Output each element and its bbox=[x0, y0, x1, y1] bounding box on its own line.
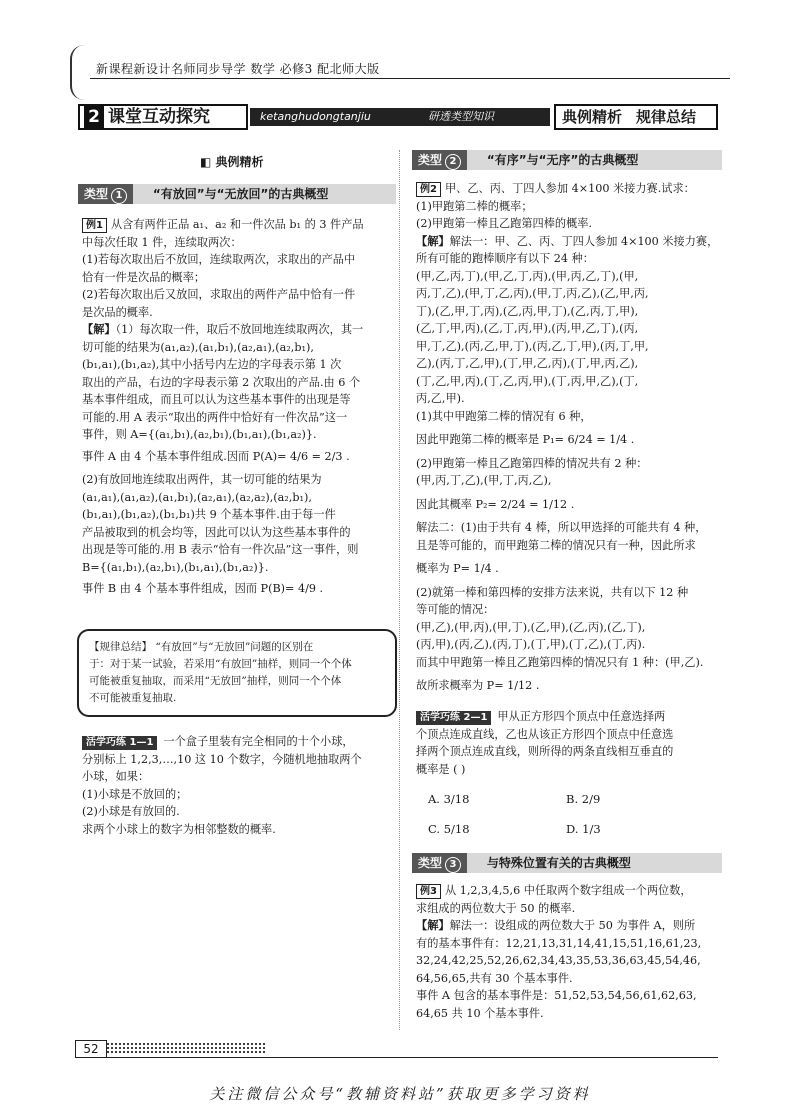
solution1-text: B={(a₁,b₁),(a₂,b₁),(b₁,a₁),(b₁,a₂)}. bbox=[82, 560, 269, 574]
solution1-text: 出现是等可能的.用 B 表示“恰有一件次品”这一事件，则 bbox=[82, 543, 359, 556]
practice1-text: 一个盒子里装有完全相同的十个小球， bbox=[163, 735, 354, 748]
solution2-text: (1)其中甲跑第二棒的情况有 6 种， bbox=[416, 409, 592, 423]
example1-line bbox=[82, 216, 398, 234]
solution2-text: 概率为 P= 1/4 . bbox=[416, 562, 499, 575]
solution1-text: (2)有放回地连续取出两件，其一切可能的结果为 bbox=[82, 473, 322, 486]
practice1-text: 求两个小球上的数字为相邻整数的概率. bbox=[82, 822, 276, 836]
type2-num: 2 bbox=[445, 154, 461, 170]
solution2-text: (丁,乙,甲,丙),(丁,乙,丙,甲),(丁,丙,甲,乙),(丁, bbox=[416, 374, 639, 388]
type1-tag bbox=[78, 184, 133, 204]
banner-right-1: 典例精析 bbox=[562, 108, 623, 126]
solution2-text: 且是等可能的，而甲跑第二棒的情况只有一种，因此所求 bbox=[416, 538, 696, 552]
banner-number: 2 bbox=[84, 106, 104, 128]
banner-title: 课堂互动探究 bbox=[108, 107, 210, 127]
solution2-text: (乙,丁,甲,丙),(乙,丁,丙,甲),(丙,甲,乙,丁),(丙, bbox=[416, 322, 639, 335]
banner-right-box bbox=[554, 104, 718, 130]
type3-tag-text: 类型 bbox=[418, 856, 443, 870]
type3-num: 3 bbox=[445, 857, 461, 873]
banner-slogan: 研透类型知识 bbox=[428, 110, 494, 123]
example1-text: (1)若每次取出后不放回，连续取两次，求取出的产品中 bbox=[82, 253, 356, 266]
solution1-text: 产品被取到的机会均等，因此可以认为这些基本事件的 bbox=[82, 525, 351, 539]
solution1-text: (a₁,a₁),(a₁,a₂),(a₁,b₁),(a₂,a₁),(a₂,a₂),(a₂,b₁), bbox=[82, 490, 312, 504]
solution2-text: 乙),(丙,丁,乙,甲),(丁,甲,乙,丙),(丁,甲,丙,乙), bbox=[416, 357, 639, 370]
solution-label: 【解】 bbox=[82, 323, 116, 336]
solution2-text: 因此甲跑第二棒的概率是 P₁= 6/24 = 1/4 . bbox=[416, 433, 635, 446]
solution1-text: 切可能的结果为(a₁,a₂),(a₁,b₁),(a₂,a₁),(a₂,b₁), bbox=[82, 340, 314, 354]
solution1-text: 事件 A 由 4 个基本事件组成.因而 P(A)= 4/6 = 2/3 . bbox=[82, 449, 350, 463]
example3-text: 求组成的两位数大于 50 的概率. bbox=[416, 901, 576, 915]
solution1-text: （1）每次取一件，取后不放回地连续取两次，其一 bbox=[115, 323, 364, 336]
section-banner bbox=[78, 104, 718, 130]
solution3-text: 64,65 共 10 个基本事件. bbox=[416, 1006, 544, 1020]
practice2-text: 甲从正方形四个顶点中任意选择两 bbox=[497, 710, 666, 723]
solution2-text: (2)就第一棒和第四棒的安排方法来说，共有以下 12 种 bbox=[416, 585, 689, 599]
type3-bar bbox=[412, 853, 722, 873]
practice2-text: 概率是 ( ) bbox=[416, 762, 466, 776]
solution2-text: (甲,乙),(甲,丙),(甲,丁),(乙,甲),(乙,丙),(乙,丁), bbox=[416, 620, 646, 634]
practice1-line bbox=[82, 733, 398, 751]
margin-bracket bbox=[70, 45, 88, 100]
type1-bar bbox=[78, 184, 396, 204]
solution3-line bbox=[416, 917, 724, 935]
solution3-text: 解法一：设组成的两位数大于 50 为事件 A，则所 bbox=[449, 919, 696, 932]
example3-tag: 例3 bbox=[416, 884, 441, 899]
rule-text: 不可能被重复抽取. bbox=[89, 692, 177, 704]
example1-block bbox=[82, 216, 398, 598]
type1-num: 1 bbox=[111, 188, 127, 204]
solution1-text: (b₁,a₁),(b₁,a₂),(b₁,b₁)共 9 个基本事件.由于每一件 bbox=[82, 508, 336, 521]
banner-title-box bbox=[78, 104, 248, 130]
type1-name: “有放回”与“无放回”的古典概型 bbox=[152, 187, 329, 201]
example2-line bbox=[416, 180, 724, 198]
solution2-line bbox=[416, 233, 724, 251]
column-divider bbox=[399, 150, 400, 1030]
example3-block bbox=[416, 882, 724, 1022]
example1-text: 中每次任取 1 件，连续取两次： bbox=[82, 235, 242, 249]
example2-block bbox=[416, 180, 724, 695]
banner-pinyin: ketanghudongtanjiu bbox=[250, 108, 550, 126]
type2-tag bbox=[412, 150, 467, 170]
solution2-text: 解法一：甲、乙、丙、丁四人参加 4×100 米接力赛， bbox=[449, 234, 719, 248]
solution2-text: (甲,丙,丁,乙),(甲,丁,丙,乙), bbox=[416, 474, 552, 487]
practice1-text: (1)小球是不放回的； bbox=[82, 787, 188, 801]
practice1-block bbox=[82, 733, 398, 838]
example1-text: (2)若每次取出后又放回，求取出的两件产品中恰有一件 bbox=[82, 288, 356, 301]
solution2-text: 解法二：(1)由于共有 4 棒，所以甲选择的可能共有 4 种， bbox=[416, 521, 707, 534]
example2-text: (1)甲跑第二棒的概率； bbox=[416, 199, 533, 213]
solution1-text: (b₁,a₁),(b₁,a₂),其中小括号内左边的字母表示第 1 次 bbox=[82, 358, 342, 371]
practice2-text: 个顶点连成直线，乙也从该正方形四个顶点中任意选 bbox=[416, 727, 674, 741]
solution3-text: 有的基本事件有：12,21,13,31,14,41,15,51,16,61,23, bbox=[416, 936, 702, 950]
example3-text: 从 1,2,3,4,5,6 中任取两个数字组成一个两位数， bbox=[444, 884, 692, 897]
example1-text: 恰有一件是次品的概率； bbox=[82, 270, 206, 284]
solution2-text: 丁),(乙,甲,丁,丙),(乙,丙,甲,丁),(乙,丙,丁,甲), bbox=[416, 304, 639, 318]
type3-tag bbox=[412, 853, 467, 873]
practice1-text: 分别标上 1,2,3,…,10 这 10 个数字，今随机地抽取两个 bbox=[82, 752, 362, 766]
solution3-text: 事件 A 包含的基本事件是：51,52,53,54,56,61,62,63, bbox=[416, 989, 697, 1002]
solution2-text: (丙,甲),(丙,乙),(丙,丁),(丁,甲),(丁,乙),(丁,丙). bbox=[416, 638, 646, 651]
solution2-text: 丙,乙,甲). bbox=[416, 392, 465, 405]
solution1-text: 事件，则 A={(a₁,b₁),(a₂,b₁),(b₁,a₁),(b₁,a₂)}. bbox=[82, 428, 317, 441]
example1-tag: 例1 bbox=[82, 218, 107, 233]
solution1-text: 基本事件组成，而且可以认为这些基本事件的出现是等 bbox=[82, 393, 351, 406]
solution3-text: 64,56,65,共有 30 个基本事件. bbox=[416, 971, 573, 985]
option-d: D. 1/3 bbox=[566, 822, 601, 836]
footer-dots bbox=[106, 1042, 266, 1054]
solution1-text: 可能的.用 A 表示“取出的两件中恰好有一件次品”这一 bbox=[82, 410, 348, 424]
solution2-text: 丙,丁,乙),(甲,丁,乙,丙),(甲,丁,丙,乙),(乙,甲,丙, bbox=[416, 287, 649, 300]
header-rule bbox=[90, 78, 730, 79]
example2-text: 甲、乙、丙、丁四人参加 4×100 米接力赛.试求： bbox=[444, 182, 695, 195]
example1-text: 是次品的概率. bbox=[82, 305, 153, 319]
type3-name: 与特殊位置有关的古典概型 bbox=[486, 856, 631, 870]
option-b: B. 2/9 bbox=[566, 792, 601, 806]
example1-text: 从含有两件正品 a₁、a₂ 和一件次品 b₁ 的 3 件产品 bbox=[110, 218, 364, 231]
book-title: 新课程新设计名师同步导学 数学 必修3 配北师大版 bbox=[96, 62, 380, 76]
footer-rule bbox=[78, 1057, 718, 1058]
type2-tag-text: 类型 bbox=[418, 153, 443, 167]
solution-label: 【解】 bbox=[416, 234, 450, 248]
bottom-note: 关注微信公众号“教辅资料站”获取更多学习资料 bbox=[209, 1085, 591, 1103]
example3-line bbox=[416, 882, 724, 900]
practice2-tag: 活学巧练 2—1 bbox=[416, 711, 491, 725]
solution1-line bbox=[82, 321, 398, 339]
solution2-text: (2)甲跑第一棒且乙跑第四棒的情况共有 2 种： bbox=[416, 456, 648, 470]
page-number: 52 bbox=[75, 1040, 107, 1058]
banner-right-2: 规律总结 bbox=[636, 108, 697, 126]
section-icon: ◧ bbox=[200, 155, 212, 169]
solution3-text: 32,24,42,25,52,26,62,34,43,35,53,36,63,45,54,46, bbox=[416, 954, 701, 967]
rule-text: 可能被重复抽取，而采用“无放回”抽样，则同一个个体 bbox=[89, 675, 342, 687]
practice2-line bbox=[416, 708, 724, 726]
left-section-title-text: 典例精析 bbox=[215, 155, 264, 169]
solution1-text: 取出的产品，右边的字母表示第 2 次取出的产品.由 6 个 bbox=[82, 375, 361, 389]
rule-summary-box bbox=[77, 629, 397, 717]
solution2-text: 因此其概率 P₂= 2/24 = 1/12 . bbox=[416, 497, 575, 511]
option-a: A. 3/18 bbox=[428, 792, 470, 806]
solution2-text: 而其中甲跑第一棒且乙跑第四棒的情况只有 1 种：(甲,乙). bbox=[416, 655, 704, 669]
practice1-text: 小球，如果： bbox=[82, 770, 150, 783]
example2-tag: 例2 bbox=[416, 182, 441, 197]
solution1-text: 事件 B 由 4 个基本事件组成，因而 P(B)= 4/9 . bbox=[82, 582, 324, 595]
solution2-text: (甲,乙,丙,丁),(甲,乙,丁,丙),(甲,丙,乙,丁),(甲, bbox=[416, 269, 639, 283]
solution2-text: 等可能的情况： bbox=[416, 603, 495, 616]
solution2-text: 故所求概率为 P= 1/12 . bbox=[416, 679, 540, 692]
type2-bar bbox=[412, 150, 722, 170]
rule-text: 【规律总结】 “有放回”与“无放回”问题的区别在 bbox=[89, 641, 314, 653]
solution-label: 【解】 bbox=[416, 919, 450, 932]
solution2-text: 甲,丁,乙),(丙,乙,甲,丁),(丙,乙,丁,甲),(丙,丁,甲, bbox=[416, 339, 649, 353]
example2-text: (2)甲跑第一棒且乙跑第四棒的概率. bbox=[416, 217, 593, 230]
left-section-title bbox=[200, 153, 264, 170]
type1-tag-text: 类型 bbox=[84, 187, 109, 201]
rule-text: 于：对于某一试验，若采用“有放回”抽样，则同一个个体 bbox=[89, 658, 352, 670]
practice1-tag: 活学巧练 1—1 bbox=[82, 736, 157, 750]
solution2-text: 所有可能的跑棒顺序有以下 24 种： bbox=[416, 252, 594, 265]
practice2-text: 择两个顶点连成直线，则所得的两条直线相互垂直的 bbox=[416, 745, 674, 758]
practice1-text: (2)小球是有放回的. bbox=[82, 805, 180, 818]
option-c: C. 5/18 bbox=[428, 822, 470, 836]
practice2-block bbox=[416, 708, 724, 778]
type2-name: “有序”与“无序”的古典概型 bbox=[486, 153, 639, 167]
